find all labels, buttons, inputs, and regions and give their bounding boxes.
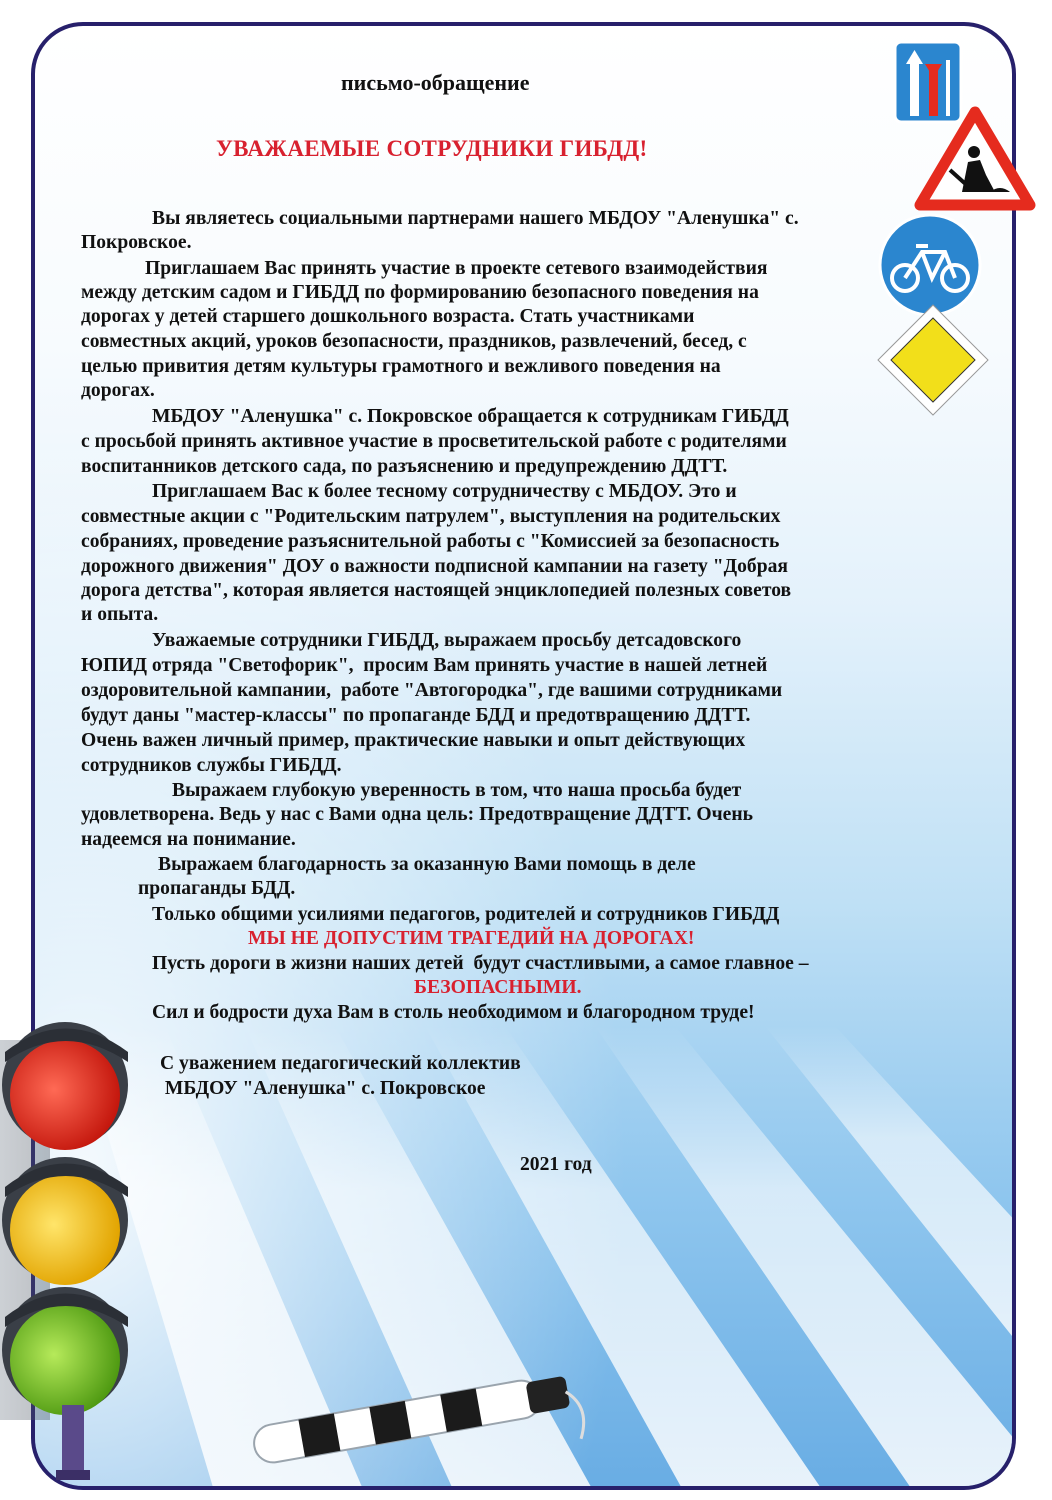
letter-line: дорогах у детей старшего дошкольного возраста. Стать участниками — [81, 306, 695, 327]
signature-line: МБДОУ "Аленушка" с. Покровское — [160, 1078, 486, 1099]
letter-line: МБДОУ "Аленушка" с. Покровское обращается к сотрудникам ГИБДД — [152, 406, 789, 427]
letter-line: дорожного движения" ДОУ о важности подписной кампании на газету "Добрая — [81, 556, 789, 577]
letter-line: будут даны "мастер-классы" по пропаганде БДД и предотвращению ДДТТ. — [81, 705, 751, 726]
letter-line: дорогах. — [81, 380, 155, 401]
wish-line: Пусть дороги в жизни наших детей будут счастливыми, а самое главное – — [152, 953, 809, 974]
letter-line: оздоровительной кампании, работе "Автогородка", где вашими сотрудниками — [81, 680, 783, 701]
letter-line: между детским садом и ГИБДД по формированию безопасного поведения на — [81, 282, 759, 303]
letter-line: надеемся на понимание. — [81, 829, 296, 850]
letter-line: Вы являетесь социальными партнерами нашего МБДОУ "Аленушка" с. — [152, 208, 799, 229]
letter-line: совместные акции с "Родительским патрулем", выступления на родительских — [81, 506, 781, 527]
letter-line: Очень важен личный пример, практические навыки и опыт действующих — [81, 730, 746, 751]
letter-line: ЮПИД отряда "Светофорик", просим Вам принять участие в нашей летней — [81, 655, 768, 676]
letter-line: Выражаем глубокую уверенность в том, что наша просьба будет — [172, 780, 742, 801]
letter-line: и опыта. — [81, 604, 159, 625]
letter-subtitle: письмо-обращение — [341, 70, 530, 95]
letter-line: Приглашаем Вас принять участие в проекте сетевого взаимодействия — [145, 258, 768, 279]
letter-line: пропаганды БДД. — [138, 878, 296, 899]
letter-year: 2021 год — [520, 1154, 592, 1175]
letter-line: совместных акций, уроков безопасности, праздников, развлечений, бесед, с — [81, 331, 747, 352]
letter-line: целью привития детям культуры грамотного и вежливого поведения на — [81, 356, 721, 377]
letter-line: сотрудников службы ГИБДД. — [81, 755, 342, 776]
letter-line: Приглашаем Вас к более тесному сотрудничеству с МБДОУ. Это и — [152, 481, 737, 502]
letter-line: Выражаем благодарность за оказанную Вами помощь в деле — [158, 854, 696, 875]
slogan: МЫ НЕ ДОПУСТИМ ТРАГЕДИЙ НА ДОРОГАХ! — [248, 928, 695, 949]
letter-line: воспитанников детского сада, по разъяснению и предупреждению ДДТТ. — [81, 456, 728, 477]
letter-line: собраниях, проведение разъяснительной работы с "Комиссией за безопасность — [81, 531, 780, 552]
letter-line: с просьбой принять активное участие в просветительской работе с родителями — [81, 431, 787, 452]
letter-title: УВАЖАЕМЫЕ СОТРУДНИКИ ГИБДД! — [216, 136, 648, 161]
strength-line: Сил и бодрости духа Вам в столь необходимом и благородном труде! — [152, 1002, 755, 1023]
letter-line: Уважаемые сотрудники ГИБДД, выражаем просьбу детсадовского — [152, 630, 742, 651]
letter-line: Покровское. — [81, 232, 192, 253]
letter-line: удовлетворена. Ведь у нас с Вами одна цель: Предотвращение ДДТТ. Очень — [81, 804, 753, 825]
safe-word: БЕЗОПАСНЫМИ. — [414, 977, 582, 998]
signature-line: С уважением педагогический коллектив — [160, 1053, 521, 1074]
letter-line: дорога детства", которая является настоящей энциклопедией полезных советов — [81, 580, 792, 601]
letter-line: Только общими усилиями педагогов, родителей и сотрудников ГИБДД — [152, 904, 780, 925]
